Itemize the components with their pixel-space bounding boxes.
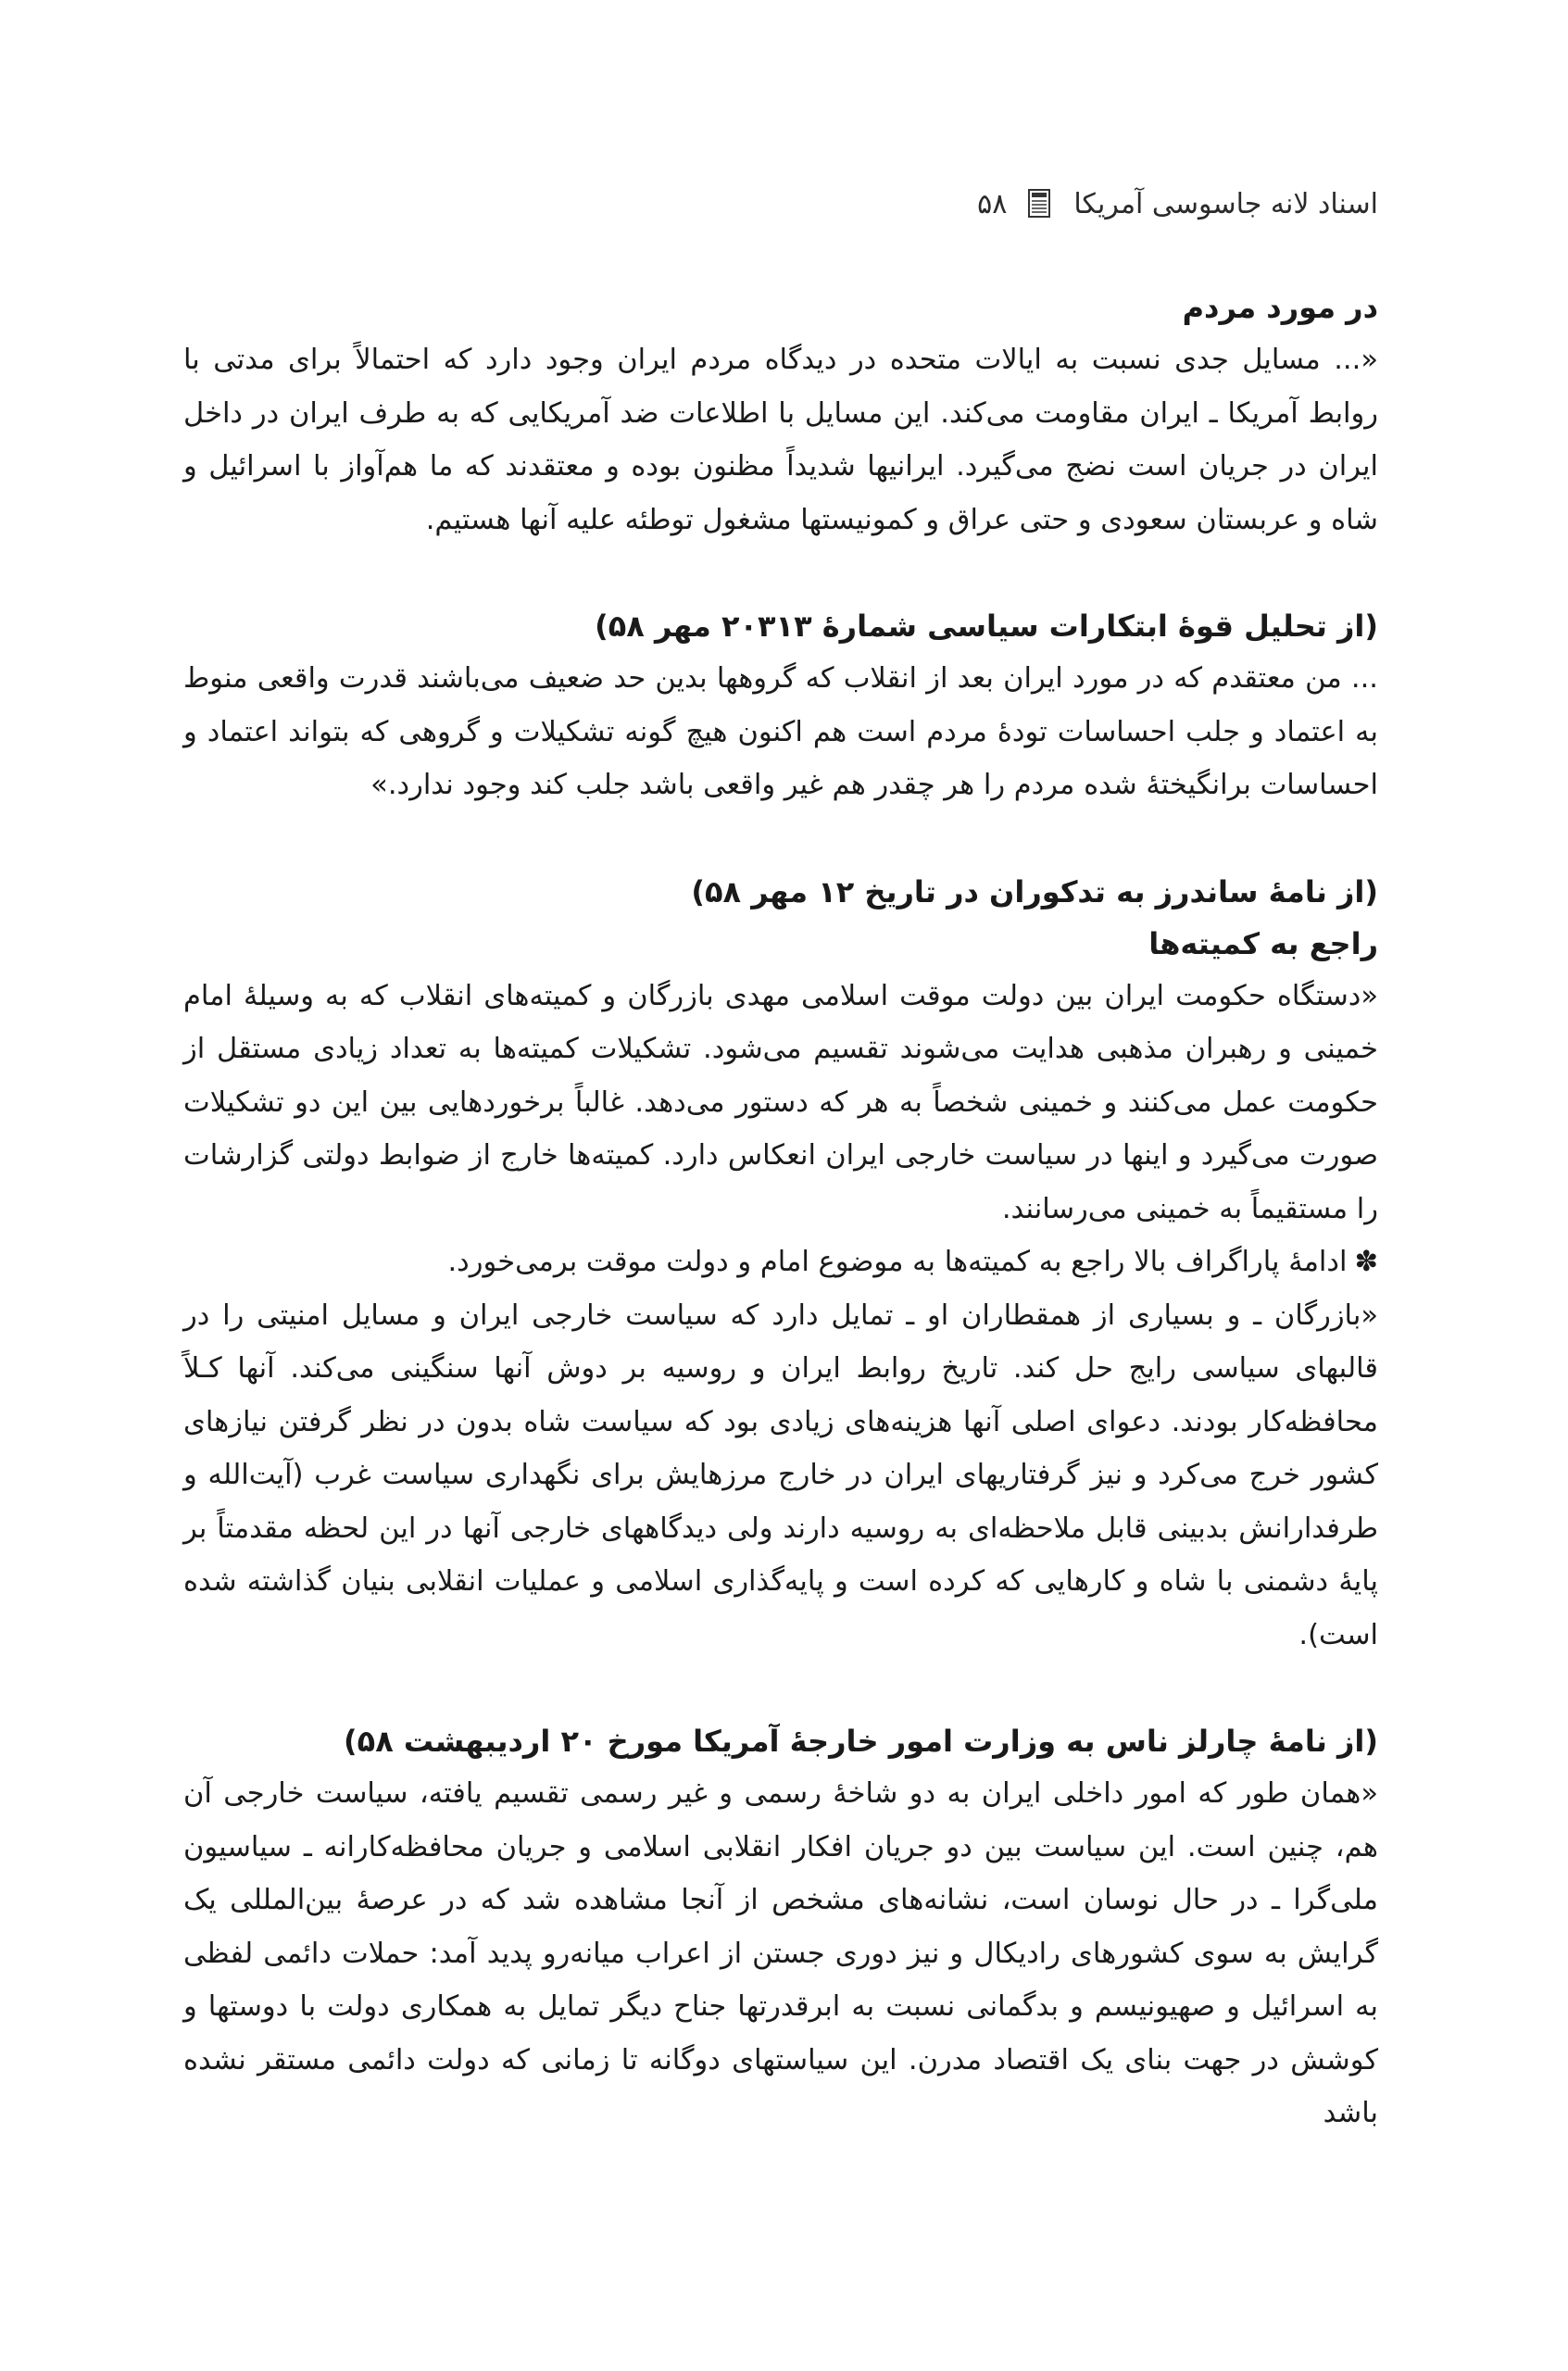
running-header	[183, 185, 1378, 222]
section-heading: (از تحلیل قوهٔ ابتکارات سیاسی شمارهٔ ۲۰۳۱۳ مهر ۵۸)	[595, 608, 1378, 644]
section-heading: (از نامهٔ چارلز ناس به وزارت امور خارجهٔ آمریکا مورخ ۲۰ اردیبهشت ۵۸)	[344, 1724, 1378, 1759]
body-paragraph: «دستگاه حکومت ایران بین دولت موقت اسلامی مهدی بازرگان و کمیته‌های انقلاب که به وسیلهٔ امام خمینی و رهبران مذهبی هدایت می‌شوند تقسیم می‌شود. تشکیلات کمیته‌ها به تعداد زیادی مستقل از حکومت عمل می‌کنند و خمینی شخصاً به هر که دستور می‌دهد. غالباً برخوردهایی بین این دو تشکیلات صورت می‌گیرد و اینها در سیاست خارجی ایران انعکاس دارد. کمیته‌ها خارج از ضوابط دولتی گزارشات را مستقیماً به خمینی می‌رسانند.	[183, 979, 1378, 1225]
body-paragraph: «بازرگان ـ و بسیاری از همقطاران او ـ تمایل دارد که سیاست خارجی ایران و مسایل امنیتی را در قالبهای سیاسی رایج حل کند. تاریخ روابط ایران و روسیه بر دوش آنها سنگینی می‌کند. آنها کـلاً محافظه‌کار بودند. دعوای اصلی آنها هزینه‌های زیادی بود که سیاست شاه بدون در نظر گرفتن نیازهای کشور خرج می‌کرد و نیز گرفتاریهای ایران در خارج مرزهایش برای نگهداری سیاست غرب (آیت‌الله و طرفدارانش بدبینی قابل ملاحظه‌ای به روسیه دارند ولی دیدگاههای خارجی آنها در این لحظه مقدمتاً بر پایهٔ دشمنی با شاه و کارهایی که کرده است و پایه‌گذاری اسلامی و عملیات انقلابی بنیان گذاشته شده است).	[183, 1298, 1378, 1651]
body-paragraph: «... مسایل جدی نسبت به ایالات متحده در دیدگاه مردم ایران وجود دارد که احتمالاً برای مدتی با روابط آمریکا ـ ایران مقاومت می‌کند. این مسایل با اطلاعات ضد آمریکایی که به طرف ایران در داخل ایران در جریان است نضج می‌گیرد. ایرانیها شدیداً مظنون بوده و معتقدند که ما هم‌آواز با اسرائیل و شاه و عربستان سعودی و حتی عراق و کمونیستها مشغول توطئه علیه آنها هستیم.	[183, 344, 1378, 536]
note-paragraph	[183, 1236, 1378, 1289]
book-page	[183, 185, 1378, 2140]
note-text: ادامهٔ پاراگراف بالا راجع به کمیته‌ها به موضوع امام و دولت موقت برمی‌خورد.	[447, 1246, 1348, 1278]
section-naas-letter	[183, 1715, 1378, 2140]
body-paragraph: ... من معتقدم که در مورد ایران بعد از انقلاب که گروهها بدین حد ضعیف می‌باشند قدرت واقعی منوط به اعتماد و جلب احساسات تودهٔ مردم است هم اکنون هیچ گونه تشکیلات و گروهی که بتواند اعتماد و احساسات برانگیختهٔ شده مردم را هر چقدر هم غیر واقعی باشد جلب کند وجود ندارد.»	[183, 662, 1378, 801]
section-heading: (از نامهٔ ساندرز به تدکوران در تاریخ ۱۲ مهر ۵۸)	[691, 873, 1378, 910]
section-saunders-letter	[183, 866, 1378, 1662]
page-number: ۵۸	[977, 187, 1008, 220]
section-heading: در مورد مردم	[1182, 290, 1378, 325]
book-title: اسناد لانه جاسوسی آمریکا	[1073, 187, 1378, 220]
section-political-analysis	[183, 600, 1378, 812]
section-subheading: راجع به کمیته‌ها	[1148, 925, 1378, 961]
note-marker: ✽	[1354, 1246, 1378, 1278]
book-icon	[1027, 188, 1053, 220]
body-paragraph: «همان طور که امور داخلی ایران به دو شاخهٔ رسمی و غیر رسمی تقسیم یافته، سیاست خارجی آن هم، چنین است. این سیاست بین دو جریان افکار انقلابی اسلامی و جریان محافظه‌کارانه ـ سیاسیون ملی‌گرا ـ در حال نوسان است، نشانه‌های مشخص از آنجا مشاهده شد که در عرصهٔ بین‌المللی یک گرایش به سوی کشورهای رادیکال و نیز دوری جستن از اعراب میانه‌رو پدید آمد: حملات دائمی لفظی به اسرائیل و صهیونیسم و بدگمانی نسبت به ابرقدرتها جناح دیگر تمایل به همکاری دولت با دوستها و کوشش در جهت بنای یک اقتصاد مدرن. این سیاستهای دوگانه تا زمانی که دولت دائمی مستقر نشده باشد	[183, 1777, 1378, 2129]
section-about-people	[183, 282, 1378, 546]
